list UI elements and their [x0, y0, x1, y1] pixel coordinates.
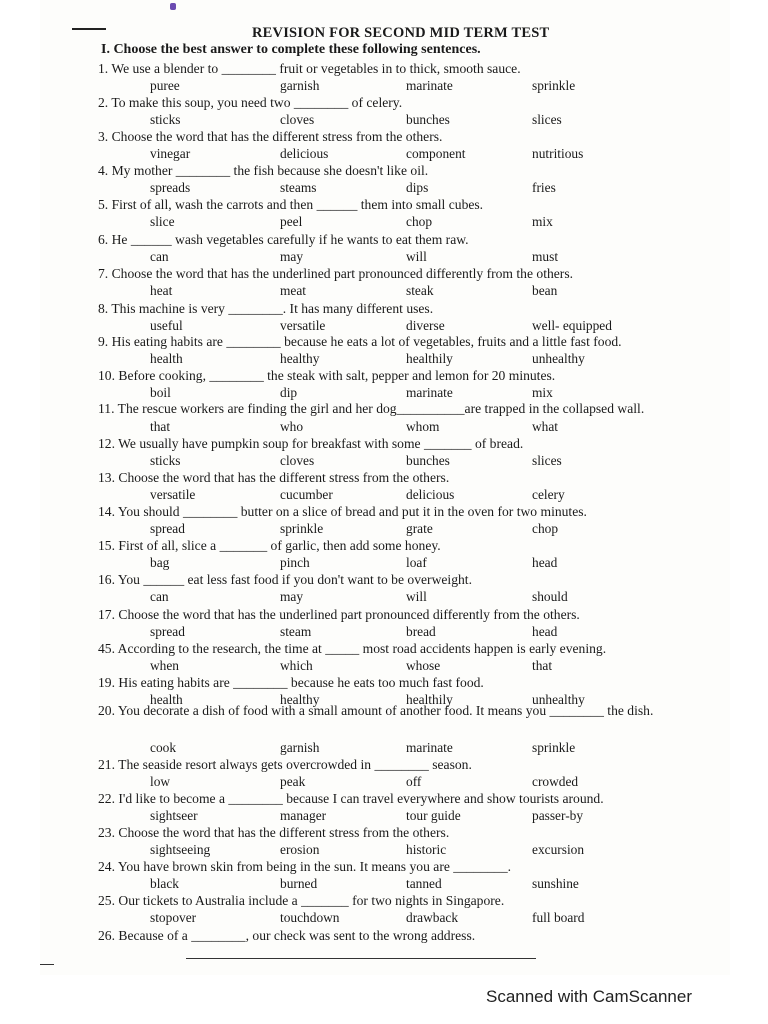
answer-option[interactable]: crowded: [532, 774, 579, 789]
answer-option[interactable]: can: [150, 589, 169, 604]
answer-option[interactable]: puree: [150, 78, 180, 93]
answer-option[interactable]: manager: [280, 808, 327, 823]
answer-options: [0, 624, 768, 640]
answer-option[interactable]: chop: [532, 521, 559, 536]
answer-option[interactable]: health: [150, 351, 183, 366]
answer-option[interactable]: head: [532, 555, 558, 570]
question-text: 24. You have brown skin from being in the sun. It means you are ________.: [98, 859, 512, 874]
answer-option[interactable]: black: [150, 876, 179, 891]
answer-option[interactable]: bunches: [406, 453, 450, 468]
question-text: 45. According to the research, the time at _____ most road accidents happen is early evening.: [98, 641, 607, 656]
question-text: 9. His eating habits are ________ because he eats a lot of vegetables, fruits and a little fast food.: [98, 334, 622, 349]
answer-options: [0, 521, 768, 537]
question-text: 4. My mother ________ the fish because she doesn't like oil.: [98, 163, 429, 178]
answer-option[interactable]: burned: [280, 876, 318, 891]
answer-option[interactable]: marinate: [406, 740, 453, 755]
divider: [40, 964, 54, 965]
answer-option[interactable]: garnish: [280, 78, 320, 93]
answer-option[interactable]: drawback: [406, 910, 459, 925]
answer-option[interactable]: sunshine: [532, 876, 579, 891]
answer-options: [0, 112, 768, 128]
answer-option[interactable]: can: [150, 249, 169, 264]
answer-option[interactable]: head: [532, 624, 558, 639]
answer-options: [0, 78, 768, 94]
answer-option[interactable]: tanned: [406, 876, 442, 891]
answer-option[interactable]: spreads: [150, 180, 191, 195]
answer-option[interactable]: must: [532, 249, 559, 264]
answer-option[interactable]: marinate: [406, 78, 453, 93]
answer-option[interactable]: excursion: [532, 842, 585, 857]
answer-option[interactable]: pinch: [280, 555, 310, 570]
answer-option[interactable]: cloves: [280, 453, 315, 468]
answer-option[interactable]: cucumber: [280, 487, 333, 502]
answer-options: [0, 740, 768, 756]
question-text: 20. You decorate a dish of food with a small amount of another food. It means you ________ the dish.: [98, 703, 654, 718]
answer-option[interactable]: unhealthy: [532, 351, 585, 366]
answer-option[interactable]: passer-by: [532, 808, 584, 823]
answer-option[interactable]: stopover: [150, 910, 197, 925]
answer-option[interactable]: may: [280, 589, 304, 604]
answer-option[interactable]: diverse: [406, 318, 445, 333]
answer-option[interactable]: low: [150, 774, 171, 789]
answer-option[interactable]: bunches: [406, 112, 450, 127]
answer-option[interactable]: well- equipped: [532, 318, 612, 333]
answer-option[interactable]: erosion: [280, 842, 320, 857]
answer-option[interactable]: dips: [406, 180, 429, 195]
answer-option[interactable]: marinate: [406, 385, 453, 400]
answer-option[interactable]: steams: [280, 180, 317, 195]
answer-option[interactable]: bag: [150, 555, 170, 570]
question-text: 17. Choose the word that has the underlined part pronounced differently from the others.: [98, 607, 580, 622]
answer-options: [0, 318, 768, 334]
answer-option[interactable]: grate: [406, 521, 433, 536]
answer-options: [0, 487, 768, 503]
answer-options: [0, 774, 768, 790]
answer-option[interactable]: sightseeing: [150, 842, 211, 857]
answer-option[interactable]: healthy: [280, 351, 320, 366]
answer-option[interactable]: that: [150, 419, 171, 434]
answer-options: [0, 910, 768, 926]
pen-mark: [72, 28, 106, 30]
answer-options: [0, 589, 768, 605]
answer-option[interactable]: bean: [532, 283, 558, 298]
answer-option[interactable]: garnish: [280, 740, 320, 755]
section-instruction: I. Choose the best answer to complete these following sentences.: [101, 42, 481, 57]
answer-option[interactable]: slice: [150, 214, 175, 229]
answer-option[interactable]: which: [280, 658, 313, 673]
answer-option[interactable]: healthily: [406, 351, 453, 366]
answer-option[interactable]: whom: [406, 419, 440, 434]
question-text: 15. First of all, slice a _______ of garlic, then add some honey.: [98, 538, 441, 553]
answer-option[interactable]: off: [406, 774, 422, 789]
answer-option[interactable]: spread: [150, 521, 185, 536]
answer-options: [0, 180, 768, 196]
answer-option[interactable]: bread: [406, 624, 436, 639]
question-text: 16. You ______ eat less fast food if you don't want to be overweight.: [98, 572, 472, 587]
answer-options: [0, 876, 768, 892]
answer-options: [0, 146, 768, 162]
answer-option[interactable]: slices: [532, 453, 562, 468]
question-text: 11. The rescue workers are finding the girl and her dog__________are trapped in the collapsed wall.: [98, 401, 645, 416]
answer-option[interactable]: sprinkle: [532, 78, 576, 93]
answer-options: [0, 419, 768, 435]
question-text: 13. Choose the word that has the different stress from the others.: [98, 470, 450, 485]
question-text: 12. We usually have pumpkin soup for breakfast with some _______ of bread.: [98, 436, 524, 451]
answer-options: [0, 842, 768, 858]
answer-option[interactable]: loaf: [406, 555, 427, 570]
answer-options: [0, 555, 768, 571]
answer-option[interactable]: when: [150, 658, 180, 673]
answer-option[interactable]: useful: [150, 318, 183, 333]
answer-option[interactable]: tour guide: [406, 808, 461, 823]
question-text: 3. Choose the word that has the different stress from the others.: [98, 129, 443, 144]
answer-options: [0, 453, 768, 469]
answer-option[interactable]: delicious: [280, 146, 329, 161]
question-text: 8. This machine is very ________. It has many different uses.: [98, 301, 434, 316]
question-text: 25. Our tickets to Australia include a _______ for two nights in Singapore.: [98, 893, 505, 908]
page-title: REVISION FOR SECOND MID TERM TEST: [252, 25, 550, 41]
answer-option[interactable]: sightseer: [150, 808, 198, 823]
ink-dot: [170, 3, 176, 10]
answer-options: [0, 658, 768, 674]
answer-option[interactable]: sprinkle: [532, 740, 576, 755]
answer-option[interactable]: steam: [280, 624, 312, 639]
answer-option[interactable]: chop: [406, 214, 433, 229]
answer-option[interactable]: who: [280, 419, 304, 434]
answer-option[interactable]: what: [532, 419, 559, 434]
answer-option[interactable]: slices: [532, 112, 562, 127]
answer-options: [0, 249, 768, 265]
answer-option[interactable]: delicious: [406, 487, 455, 502]
answer-option[interactable]: nutritious: [532, 146, 584, 161]
answer-option[interactable]: dip: [280, 385, 298, 400]
answer-option[interactable]: vinegar: [150, 146, 191, 161]
answer-option[interactable]: should: [532, 589, 568, 604]
question-text: 1. We use a blender to ________ fruit or vegetables in to thick, smooth sauce.: [98, 61, 521, 76]
answer-option[interactable]: cloves: [280, 112, 315, 127]
camscanner-watermark: Scanned with CamScanner: [485, 987, 692, 1006]
answer-option[interactable]: steak: [406, 283, 434, 298]
answer-option[interactable]: fries: [532, 180, 556, 195]
question-text: 6. He ______ wash vegetables carefully if he wants to eat them raw.: [98, 232, 469, 247]
answer-option[interactable]: healthily: [406, 692, 453, 707]
answer-option[interactable]: sticks: [150, 453, 181, 468]
answer-option[interactable]: historic: [406, 842, 447, 857]
question-text: 26. Because of a ________, our check was sent to the wrong address.: [98, 928, 476, 943]
answer-option[interactable]: unhealthy: [532, 692, 585, 707]
question-text: 5. First of all, wash the carrots and then ______ them into small cubes.: [98, 197, 484, 212]
question-text: 21. The seaside resort always gets overcrowded in ________ season.: [98, 757, 472, 772]
answer-option[interactable]: full board: [532, 910, 585, 925]
answer-option[interactable]: sticks: [150, 112, 181, 127]
divider: [186, 958, 536, 959]
answer-option[interactable]: whose: [406, 658, 441, 673]
answer-option[interactable]: peel: [280, 214, 303, 229]
answer-option[interactable]: versatile: [280, 318, 326, 333]
answer-option[interactable]: versatile: [150, 487, 196, 502]
answer-option[interactable]: mix: [532, 385, 553, 400]
answer-option[interactable]: will: [406, 249, 427, 264]
answer-option[interactable]: boil: [150, 385, 171, 400]
answer-option[interactable]: meat: [280, 283, 307, 298]
answer-option[interactable]: spread: [150, 624, 185, 639]
question-text: 22. I'd like to become a ________ because I can travel everywhere and show tourists around.: [98, 791, 604, 806]
question-text: 2. To make this soup, you need two ________ of celery.: [98, 95, 403, 110]
answer-option[interactable]: that: [532, 658, 553, 673]
answer-option[interactable]: health: [150, 692, 183, 707]
answer-option[interactable]: mix: [532, 214, 553, 229]
question-text: 10. Before cooking, ________ the steak with salt, pepper and lemon for 20 minutes.: [98, 368, 556, 383]
question-text: 7. Choose the word that has the underlined part pronounced differently from the others.: [98, 266, 574, 281]
answer-options: [0, 214, 768, 230]
answer-options: [0, 351, 768, 367]
question-text: 23. Choose the word that has the different stress from the others.: [98, 825, 450, 840]
answer-option[interactable]: peak: [280, 774, 306, 789]
answer-option[interactable]: touchdown: [280, 910, 340, 925]
answer-option[interactable]: heat: [150, 283, 173, 298]
answer-option[interactable]: cook: [150, 740, 177, 755]
answer-option[interactable]: may: [280, 249, 304, 264]
answer-option[interactable]: healthy: [280, 692, 320, 707]
answer-option[interactable]: component: [406, 146, 466, 161]
answer-option[interactable]: sprinkle: [280, 521, 324, 536]
answer-option[interactable]: will: [406, 589, 427, 604]
answer-options: [0, 808, 768, 824]
question-text: 14. You should ________ butter on a slice of bread and put it in the oven for two minutes.: [98, 504, 587, 519]
answer-options: [0, 385, 768, 401]
question-text: 19. His eating habits are ________ because he eats too much fast food.: [98, 675, 484, 690]
answer-option[interactable]: celery: [532, 487, 565, 502]
answer-options: [0, 283, 768, 299]
